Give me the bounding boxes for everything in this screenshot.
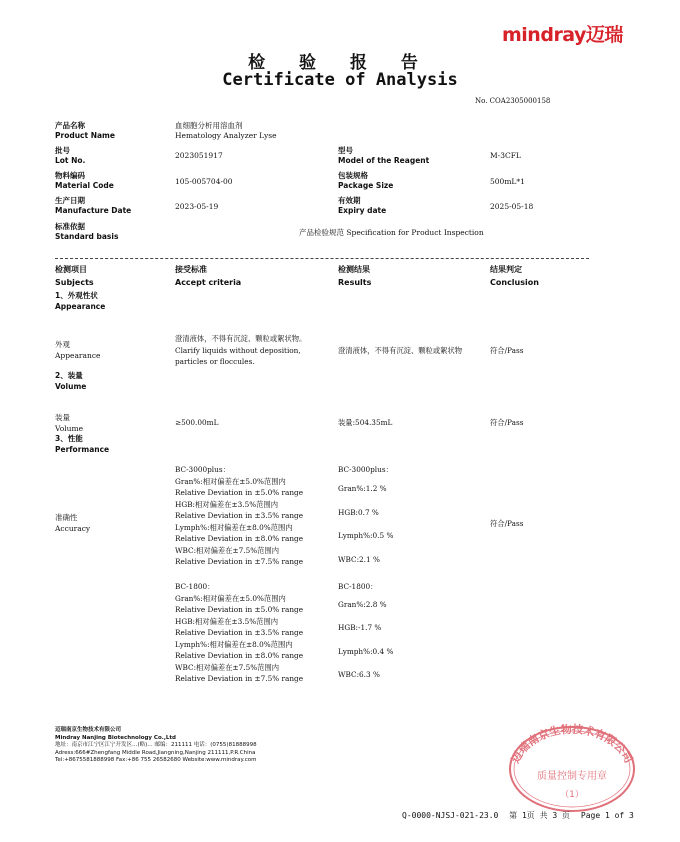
col-header-results: 检测结果 Results [338,265,372,287]
stamp-number: （1） [560,790,584,800]
section-performance-title: 3、性能 Performance [55,434,110,454]
section-appearance-title: 1、外观性状 Appearance [55,291,106,311]
footer-page-en: Page 1 of 3 [580,811,634,820]
volume-result: 装量:504.35mL [338,418,393,427]
bc1800-result-gran: Gran%:2.8 % [338,600,387,609]
expiry-value: 2025-05-18 [490,202,534,211]
lot-label: 批号 Lot No. [55,146,86,165]
volume-criteria: ≥500.00mL [175,418,219,427]
bc3000-result-wbc: WBC:2.1 % [338,555,380,564]
standard-label: 标准依据 Standard basis [55,222,119,241]
mfg-date-value: 2023-05-19 [175,202,219,211]
model-label: 型号 Model of the Reagent [338,146,430,165]
standard-value: 产品检验规范 Specification for Product Inspection [299,228,484,237]
expiry-label: 有效期 Expiry date [338,196,387,215]
bc1800-result-model: BC-1800： [338,582,378,591]
stamp-center-text: 质量控制专用章 [537,771,607,782]
bc3000-criteria: BC-3000plus： Gran%:相对偏差在±5.0%范围内 Relative Deviation in ±5.0% range HGB:相对偏差在±3.5%范围内 Relative Deviation in ±3.5% range Lymph%:相对偏差在±8.0%范围内 Relative Deviation in ±8.0% range WBC:相对偏差在±7.5%范围内 Relative Deviation in ±7.5% range [175,465,304,566]
product-name-label: 产品名称 Product Name [55,121,115,140]
page-footer [402,810,640,821]
quality-control-stamp [506,717,638,813]
page-title-en: Certificate of Analysis [222,70,458,90]
lot-value: 2023051917 [175,151,223,160]
bc1800-criteria: BC-1800： Gran%:相对偏差在±5.0%范围内 Relative Deviation in ±5.0% range HGB:相对偏差在±3.5%范围内 Relative Deviation in ±3.5% range Lymph%:相对偏差在±8.0%范围内 Relative Deviation in ±8.0% range WBC:相对偏差在±7.5%范围内 Relative Deviation in ±7.5% range [175,582,304,683]
accuracy-conclusion: 符合/Pass [490,519,524,528]
page-title-cn: 检 验 报 告 [248,53,432,73]
volume-subject: 装量 Volume [55,413,84,433]
bc3000-result-lymph: Lymph%:0.5 % [338,531,394,540]
bc1800-result-wbc: WBC:6.3 % [338,670,380,679]
bc1800-result-lymph: Lymph%:0.4 % [338,647,394,656]
bc3000-result-model: BC-3000plus： [338,465,393,474]
bc3000-result-hgb: HGB:0.7 % [338,508,379,517]
document-number: No. COA2305000158 [475,97,551,105]
appearance-result: 澄清液体，不得有沉淀、颗粒或絮状物 [338,346,463,355]
col-header-subjects: 检测项目 Subjects [55,265,94,287]
col-header-conclusion: 结果判定 Conclusion [490,265,539,287]
mfg-date-label: 生产日期 Manufacture Date [55,196,132,215]
footer-page-cn: 第 1页 共 3 页 [509,811,571,820]
divider [55,258,589,259]
bc1800-result-hgb: HGB:-1.7 % [338,623,382,632]
appearance-subject: 外观 Appearance [55,340,101,360]
col-header-criteria: 接受标准 Accept criteria [175,265,242,287]
package-value: 500mL*1 [490,177,525,186]
mindray-logo: mindray迈瑞 [502,24,623,46]
footer-doc-code: Q-0000-NJSJ-021-23.0 [402,811,499,820]
material-value: 105-005704-00 [175,177,233,186]
stamp-ring-text: 迈瑞南京生物技术有限公司 [508,722,636,766]
product-name-value: 血细胞分析用溶血剂 Hematology Analyzer Lyse [175,121,277,140]
bc3000-result-gran: Gran%:1.2 % [338,484,387,493]
accuracy-subject: 准确性 Accuracy [55,513,91,533]
model-value: M-3CFL [490,151,521,160]
appearance-criteria: 澄清液体，不得有沉淀、颗粒或絮状物。 Clarify liquids without deposition, particles or floccules. [175,334,307,366]
volume-conclusion: 符合/Pass [490,418,524,427]
appearance-conclusion: 符合/Pass [490,346,524,355]
material-label: 物料编码 Material Code [55,171,114,190]
package-label: 包装规格 Package Size [338,171,394,190]
company-info: 迈瑞南京生物技术有限公司 Mindray Nanjing Biotechnology Co.,Ltd 地址：南京市江宁区江宁开发区…(略)… 邮编：211111 电话：(0755)81888998 Adress:666#Zhengfang Middle Road,Jiangning,Nanjing 211111,P.R.China Tel:+8675581888998 Fax:+86 755 26582680 Website:www.mindray.com [55,727,257,763]
section-volume-title: 2、装量 Volume [55,371,87,391]
